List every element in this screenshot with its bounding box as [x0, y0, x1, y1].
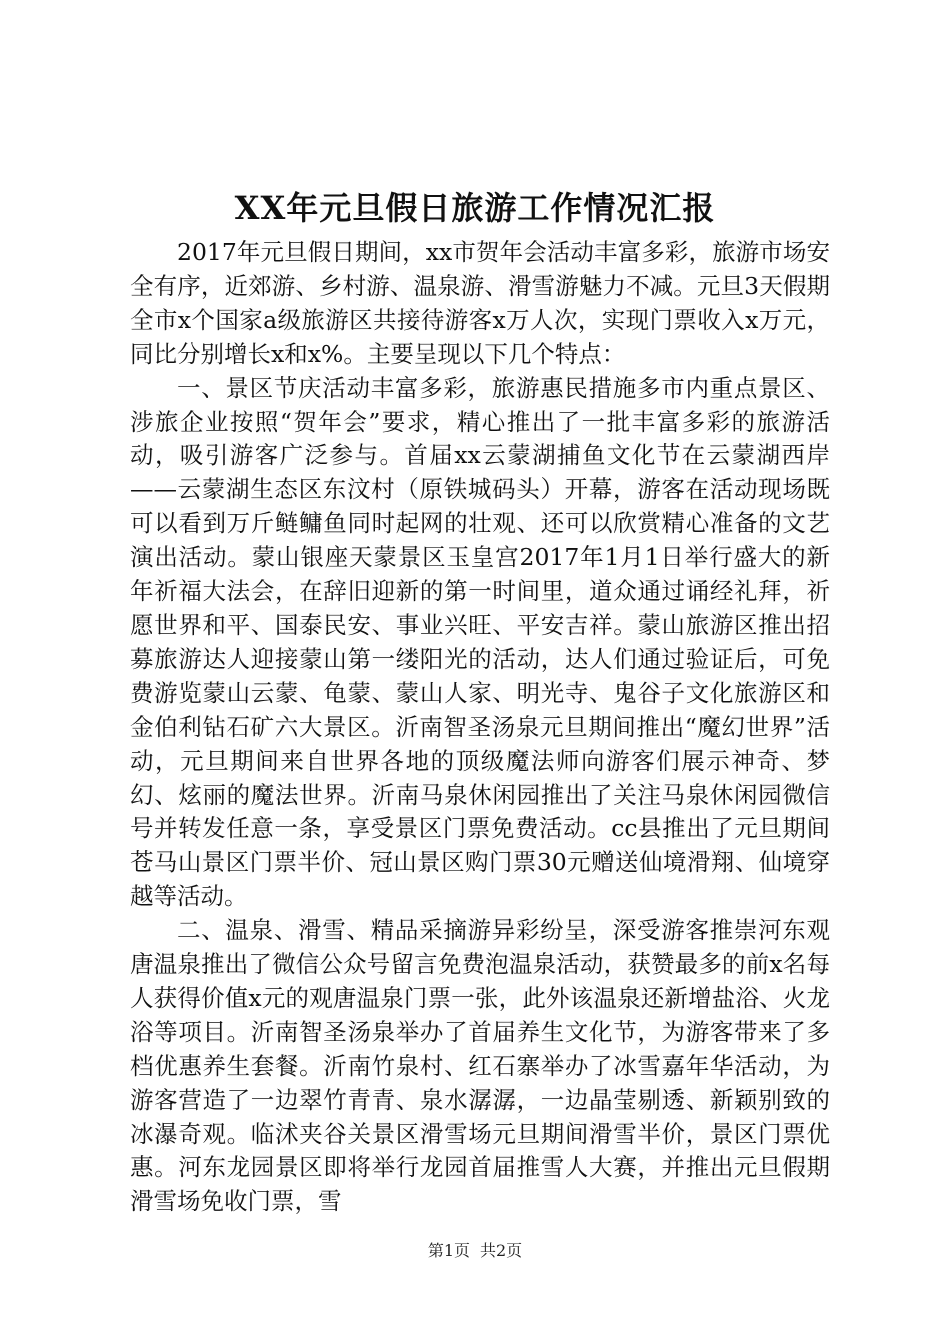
section-one-paragraph: 一、景区节庆活动丰富多彩，旅游惠民措施多市内重点景区、涉旅企业按照“贺年会”要求，精心推出了一批丰富多彩的旅游活动，吸引游客广泛参与。首届xx云蒙湖捕鱼文化节在云蒙湖西岸——云蒙湖生态区东汶村（原铁城码头）开幕，游客在活动现场既可以看到万斤鲢鳙鱼同时起网的壮观、还可以欣赏精心准备的文艺演出活动。蒙山银座天蒙景区玉皇宫2017年1月1日举行盛大的新年祈福大法会，在辞旧迎新的第一时间里，道众通过诵经礼拜，祈愿世界和平、国泰民安、事业兴旺、平安吉祥。蒙山旅游区推出招募旅游达人迎接蒙山第一缕阳光的活动，达人们通过验证后，可免费游览蒙山云蒙、龟蒙、蒙山人家、明光寺、鬼谷子文化旅游区和金伯利钻石矿六大景区。沂南智圣汤泉元旦期间推出“魔幻世界”活动，元旦期间来自世界各地的顶级魔法师向游客们展示神奇、梦幻、炫丽的魔法世界。沂南马泉休闲园推出了关注马泉休闲园微信号并转发任意一条，享受景区门票免费活动。cc县推出了元旦期间苍马山景区门票半价、冠山景区购门票30元赠送仙境滑翔、仙境穿越等活动。 [130, 373, 830, 911]
intro-paragraph: 2017年元旦假日期间，xx市贺年会活动丰富多彩，旅游市场安全有序，近郊游、乡村游、温泉游、滑雪游魅力不减。元旦3天假期全市x个国家a级旅游区共接待游客x万人次，实现门票收入x万元，同比分别增长x和x%。主要呈现以下几个特点： [130, 238, 830, 368]
page-total: 共2页 [480, 1241, 523, 1260]
page-number: 第1页 [427, 1241, 470, 1260]
document-title: XX年元旦假日旅游工作情况汇报 [234, 189, 716, 227]
document-body [130, 236, 830, 1219]
page-footer [0, 1240, 950, 1262]
section-two-paragraph: 二、温泉、滑雪、精品采摘游异彩纷呈，深受游客推崇河东观唐温泉推出了微信公众号留言免费泡温泉活动，获赞最多的前x名每人获得价值x元的观唐温泉门票一张，此外该温泉还新增盐浴、火龙浴等项目。沂南智圣汤泉举办了首届养生文化节，为游客带来了多档优惠养生套餐。沂南竹泉村、红石寨举办了冰雪嘉年华活动，为游客营造了一边翠竹青青、泉水潺潺，一边晶莹剔透、新颖别致的冰瀑奇观。临沭夹谷关景区滑雪场元旦期间滑雪半价，景区门票优惠。河东龙园景区即将举行龙园首届推雪人大赛，并推出元旦假期滑雪场免收门票，雪 [130, 916, 830, 1216]
